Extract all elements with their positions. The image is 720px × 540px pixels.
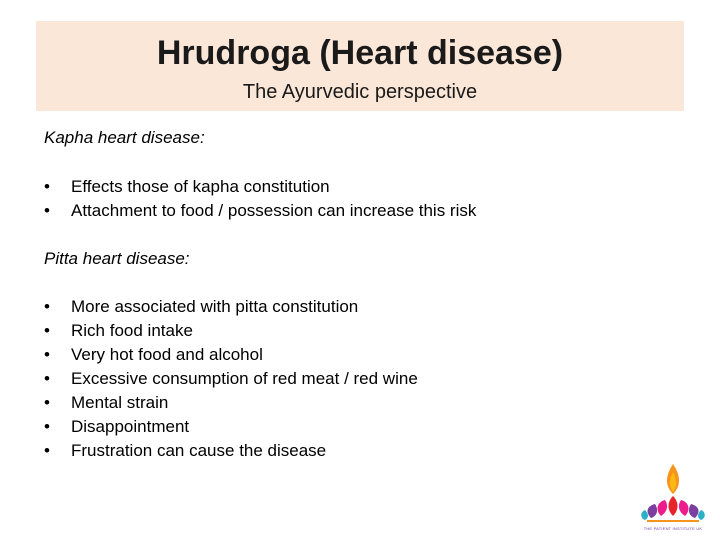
bullet-icon: • [44,441,50,460]
list-item: • Disappointment [44,415,418,439]
slide-title: Hrudroga (Heart disease) [156,34,564,72]
kapha-bullet-list [44,175,476,223]
slide-subtitle: The Ayurvedic perspective [242,81,478,103]
bullet-icon: • [44,417,50,436]
logo-graphic [639,462,707,526]
list-item: • Excessive consumption of red meat / red wine [44,367,418,391]
bullet-icon: • [44,393,50,412]
list-item: • Effects those of kapha constitution [44,175,476,199]
list-item: • Mental strain [44,391,418,415]
bullet-icon: • [44,177,50,196]
title-banner [36,21,684,111]
list-item: • Rich food intake [44,319,418,343]
pitta-heading: Pitta heart disease: [44,249,190,268]
bullet-icon: • [44,369,50,388]
bullet-icon: • [44,321,50,340]
kapha-heading: Kapha heart disease: [44,128,205,147]
bullet-icon: • [44,201,50,220]
diya-lotus-logo-icon [639,462,707,534]
list-item: • Very hot food and alcohol [44,343,418,367]
list-item: • More associated with pitta constitution [44,295,418,319]
list-item: • Attachment to food / possession can increase this risk [44,199,476,223]
bullet-icon: • [44,345,50,364]
list-item: • Frustration can cause the disease [44,439,418,463]
logo-caption: THE PATIENT INSTITUTE UK [643,526,703,531]
bullet-icon: • [44,297,50,316]
pitta-bullet-list [44,295,418,463]
